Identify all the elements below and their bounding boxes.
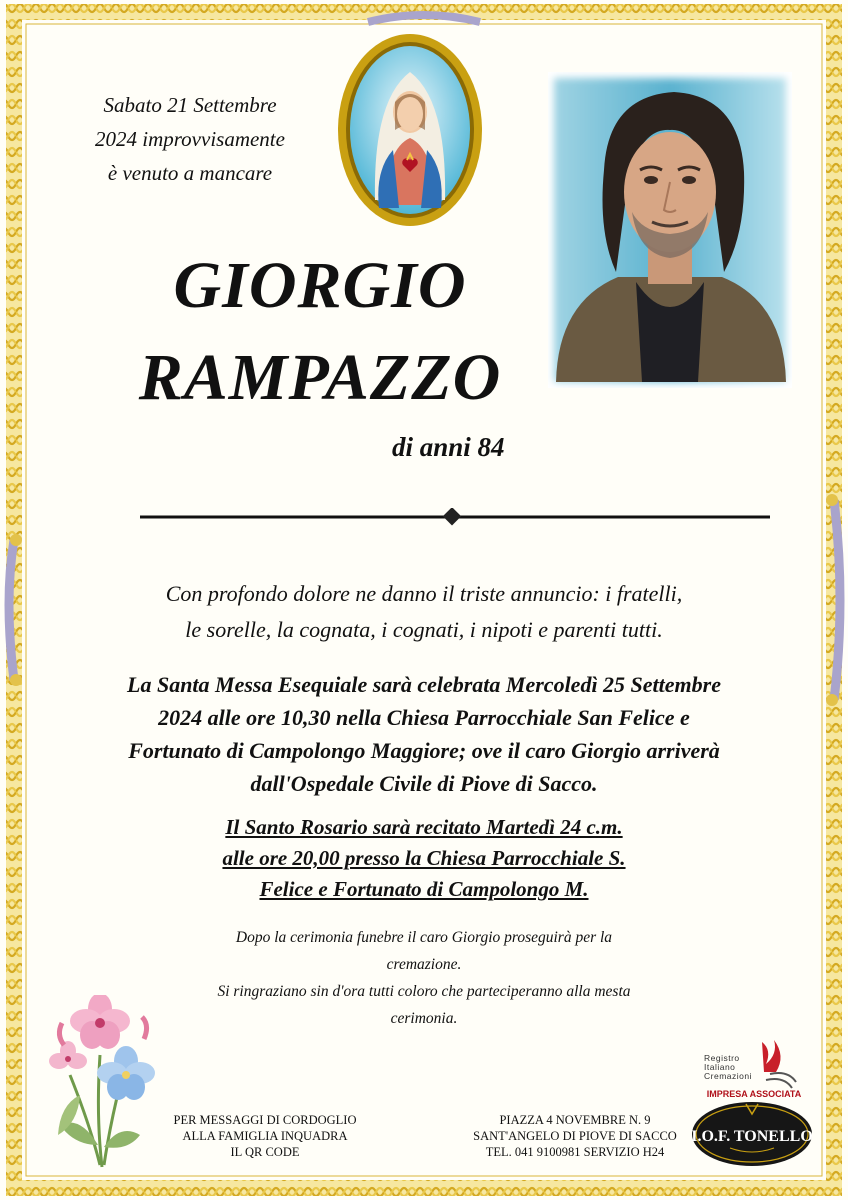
intro-line-2: 2024 improvvisamente xyxy=(95,127,285,151)
rosary-line-3: Felice e Fortunato di Campolongo M. xyxy=(259,877,589,901)
deceased-age: di anni 84 xyxy=(392,432,505,462)
mass-line-4: dall'Ospedale Civile di Piove di Sacco. xyxy=(250,771,598,796)
divider xyxy=(140,508,770,526)
funeral-home-address xyxy=(450,1112,700,1160)
mass-line-1: La Santa Messa Esequiale sarà celebrata Mercoledì 25 Settembre xyxy=(127,672,721,697)
cremation-line-2: cremazione. xyxy=(386,956,462,973)
impresa-associata: IMPRESA ASSOCIATA xyxy=(706,1089,802,1099)
address-line-1: PIAZZA 4 NOVEMBRE N. 9 xyxy=(499,1113,651,1127)
intro-line-1: Sabato 21 Settembre xyxy=(103,93,277,117)
intro-line-3: è venuto a mancare xyxy=(107,161,273,185)
registro-line-1: Registro xyxy=(704,1053,740,1063)
qr-line-1: PER MESSAGGI DI CORDOGLIO xyxy=(173,1113,357,1127)
tonello-name: I.O.F. TONELLO xyxy=(691,1128,813,1145)
cremation-line-4: cerimonia. xyxy=(390,1010,458,1027)
qr-line-2: ALLA FAMIGLIA INQUADRA xyxy=(182,1129,348,1143)
registro-line-3: Cremazioni xyxy=(704,1071,752,1081)
deceased-first-name: GIORGIO xyxy=(173,249,467,322)
death-date-intro xyxy=(60,88,320,190)
qr-line-3: IL QR CODE xyxy=(230,1145,300,1159)
rosary-line-2: alle ore 20,00 presso la Chiesa Parrocchiale S. xyxy=(222,846,626,870)
divider-diamond xyxy=(443,508,461,525)
deceased-photo xyxy=(548,72,792,388)
mass-line-2: 2024 alle ore 10,30 nella Chiesa Parrocchiale San Felice e xyxy=(158,705,690,730)
registro-line-2: Italiano xyxy=(704,1062,736,1072)
flowers-illustration xyxy=(40,995,170,1170)
rosary xyxy=(120,812,728,905)
address-line-2: SANT'ANGELO DI PIOVE DI SACCO xyxy=(473,1129,677,1143)
rosary-line-1: Il Santo Rosario sarà recitato Martedì 24 c.m. xyxy=(225,815,623,839)
qr-instructions xyxy=(155,1112,375,1160)
announcement-line-1: Con profondo dolore ne danno il triste annuncio: i fratelli, xyxy=(165,581,683,606)
registro-text xyxy=(704,1054,752,1081)
funeral-mass xyxy=(70,668,778,800)
cremation-line-1: Dopo la cerimonia funebre il caro Giorgio proseguirà per la xyxy=(235,929,613,946)
cremation-notice xyxy=(140,924,708,1032)
deceased-last-name: RAMPAZZO xyxy=(138,341,502,414)
cremation-line-3: Si ringraziano sin d'ora tutti coloro che parteciperanno alla mesta xyxy=(217,983,631,1000)
announcement xyxy=(60,576,788,648)
mass-line-3: Fortunato di Campolongo Maggiore; ove il caro Giorgio arriverà xyxy=(128,738,720,763)
madonna-portrait xyxy=(335,30,485,230)
announcement-line-2: le sorelle, la cognata, i cognati, i nipoti e parenti tutti. xyxy=(185,617,663,642)
address-line-3: TEL. 041 9100981 SERVIZIO H24 xyxy=(485,1145,665,1159)
